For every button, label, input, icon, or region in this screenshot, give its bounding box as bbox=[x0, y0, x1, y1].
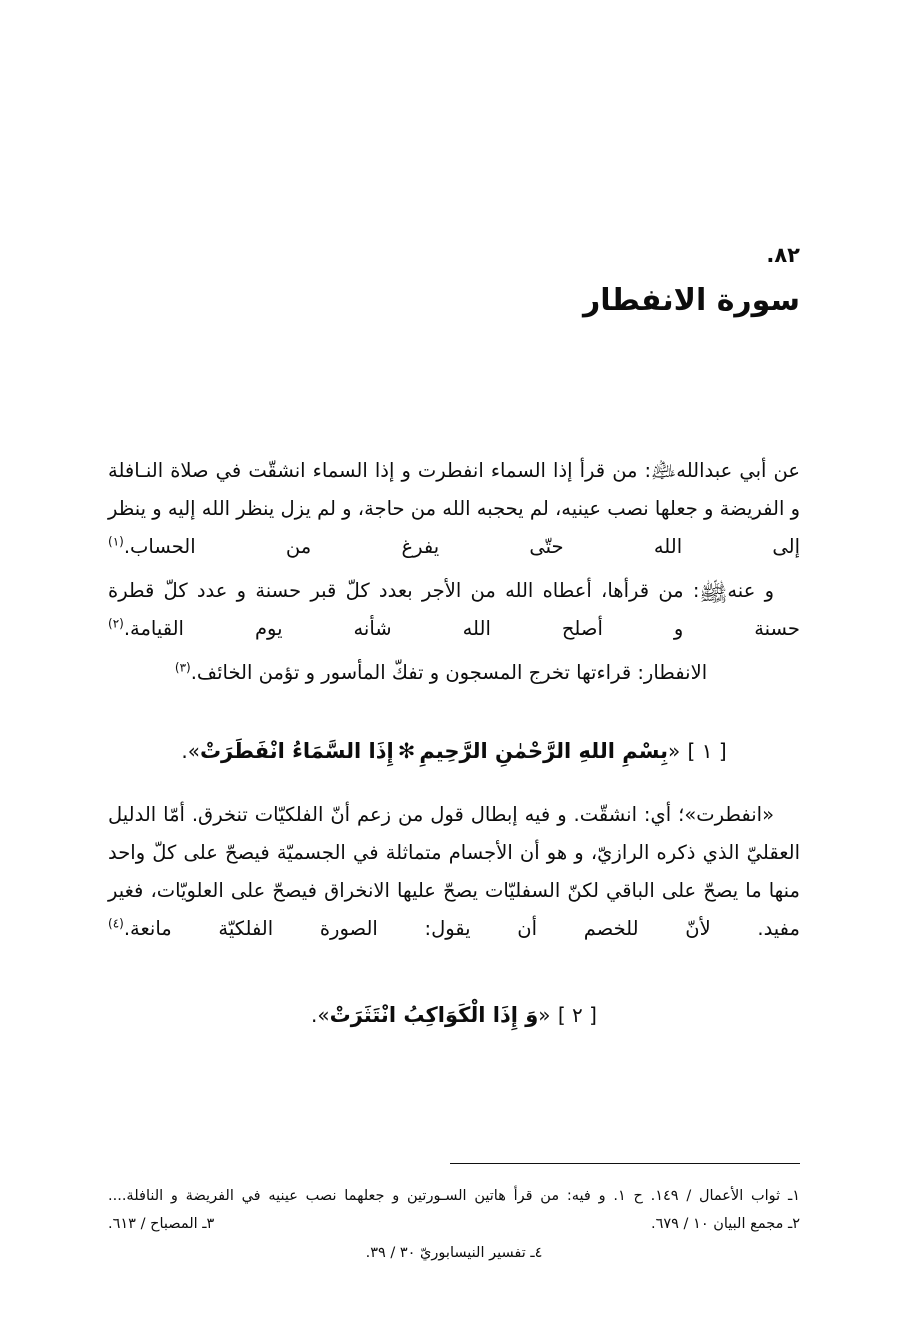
verse-number: [ ١ ] bbox=[687, 739, 727, 764]
verse-separator-icon: ✻ bbox=[397, 739, 416, 764]
verse-2 bbox=[108, 994, 800, 1036]
footnotes-section bbox=[108, 1182, 800, 1267]
verse-close-quote: ». bbox=[311, 1003, 330, 1028]
footnote-item-2: ٢ـ مجمع البيان ١٠ / ٦٧٩. bbox=[650, 1216, 800, 1233]
body-text bbox=[108, 452, 800, 1046]
footnote-row bbox=[108, 1210, 800, 1238]
paragraph-hadith-3 bbox=[108, 654, 800, 692]
verse-text-ayah: إِذَا السَّمَاءُ انْفَطَرَتْ bbox=[199, 739, 394, 764]
footnote-row bbox=[108, 1239, 800, 1267]
footnote-item-4: ٤ـ تفسير النيسابوريّ ٣٠ / ٣٩. bbox=[365, 1244, 543, 1261]
surah-number: ٨٢. bbox=[766, 243, 800, 267]
verse-text-ayah: وَ إِذَا الْكَوَاكِبُ انْتَثَرَتْ bbox=[329, 1003, 539, 1028]
footnote-marker: (٤) bbox=[108, 916, 124, 931]
paragraph-tafsir-1 bbox=[108, 796, 800, 948]
verse-open-quote: « bbox=[538, 1003, 551, 1028]
paragraph-text: و عنه﵌: من قرأها، أعطاه الله من الأجر بعدد كلّ قبر حسنة و عدد كلّ قطرة حسنة و أصلح الله شأنه يوم القيامة. bbox=[108, 579, 800, 641]
footnote-marker: (٢) bbox=[108, 616, 124, 631]
footnote-marker: (٣) bbox=[174, 660, 191, 675]
verse-open-quote: « bbox=[667, 739, 681, 764]
footnote-marker: (١) bbox=[108, 534, 124, 549]
paragraph-text: الانفطار: قراءتها تخرج المسجون و تفكّ المأسور و تؤمن الخائف. bbox=[190, 661, 708, 685]
verse-number: [ ٢ ] bbox=[557, 1003, 597, 1028]
footnote-divider bbox=[450, 1163, 800, 1164]
paragraph-text: «انفطرت»؛ أي: انشقّت. و فيه إبطال قول من زعم أنّ الفلكيّات تنخرق. أمّا الدليل العقليّ الذي ذكره الرازيّ، و هو أن الأجسام متماثلة في الجسميّة فيصحّ على كلّ واحد منها ما يصحّ على الباقي لكنّ السفليّات يصحّ عليها الانخراق فيصحّ على العلويّات، فغير مفيد. لأنّ للخصم أن يقول: الصورة الفلكيّة مانعة. bbox=[108, 803, 800, 941]
verse-1 bbox=[108, 730, 800, 772]
footnote-item-3: ٣ـ المصباح / ٦١٣. bbox=[108, 1216, 215, 1233]
page-title: سورة الانفطار bbox=[583, 283, 800, 318]
footnote-item-1: ١ـ ثواب الأعمال / ١٤٩. ح ١. و فيه: من قرأ هاتين السـورتين و جعلهما نصب عينيه في الفريضة و النافلة.... bbox=[108, 1188, 800, 1204]
paragraph-text: عن أبي عبدالله﵇: من قرأ إذا السماء انفطرت و إذا السماء انشقّت في صلاة النـافلة و الفريضة و جعلها نصب عينيه، لم يحجبه الله من حاجة، و لم يزل ينظر الله إليه و ينظر إلى الله حتّى يفرغ من الحساب. bbox=[108, 459, 800, 559]
footnote-row bbox=[108, 1182, 800, 1210]
paragraph-hadith-2 bbox=[108, 572, 800, 648]
verse-close-quote: ». bbox=[181, 739, 200, 764]
verse-text-basmala: بِسْمِ اللهِ الرَّحْمٰنِ الرَّحِيمِ bbox=[419, 739, 668, 764]
paragraph-hadith-1 bbox=[108, 452, 800, 566]
